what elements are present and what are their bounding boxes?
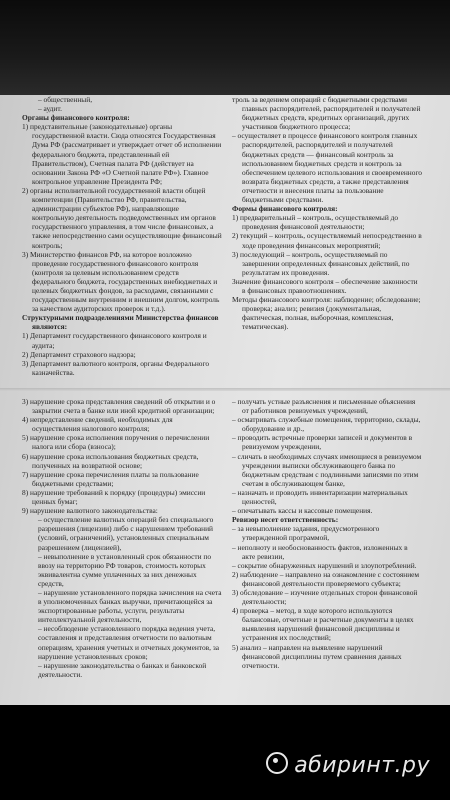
text-line: – аудит.	[38, 104, 62, 114]
paragraph: 4) непредставление сведений, необходимых для осуществления налогового контроля;	[22, 415, 173, 434]
paragraph: Ревизор несет ответственность:	[232, 515, 339, 525]
paragraph: Методы финансового контроля: наблюдение; обследование; проверка; анализ; ревизия (документальная, фактическая, полная, выборочная, комплексная, тематическая).	[232, 295, 421, 332]
paragraph: – назначать и проводить инвентаризации материальных ценностей,	[232, 487, 408, 507]
paragraph: Значение финансового контроля – обеспечение законности в финансовых правоотношениях.	[232, 276, 418, 295]
paragraph: 8) нарушение требований к порядку (процедуры) эмиссии ценных бумаг;	[22, 487, 206, 507]
text-line: – общественный,	[38, 95, 93, 104]
paragraph: 3) обследование – изучение отдельных сторон финансовой деятельности;	[232, 587, 418, 607]
paragraph: – опечатывать кассы и кассовые помещения.	[232, 506, 373, 516]
paragraph: 4) проверка – метод, в ходе которого используются балансовые, отчетные и расчетные документы в целях выявления нарушений финансовой дисциплины и устранения их последствий;	[232, 606, 414, 643]
paragraph: 3) Министерство финансов РФ, на которое возложено проведение государственного финансового контроля (контроля за целевым использованием средств федерального бюджета, государственных внебюджетных и целевых бюджетных фондов, за расходами, связанными с государственным внутренним и внешним долгом, контроль за качеством аудиторских проверок и т.д.).	[22, 249, 220, 314]
paragraph: 2) наблюдение – направлено на ознакомление с состоянием финансовой деятельности проверяемого субъекта;	[232, 569, 420, 588]
paragraph: 2) Департамент страхового надзора;	[22, 349, 136, 359]
paragraph: – получать устные разъяснения и письменные объяснения от работников ревизуемых учреждений,	[232, 397, 416, 416]
dark-background-top	[0, 0, 450, 95]
paragraph: 7) нарушение срока перечисления платы за пользование бюджетными средствами;	[22, 469, 199, 488]
paragraph: – за невыполнение задания, предусмотренного утвержденной программой,	[232, 524, 380, 543]
paragraph: – сокрытие обнаруженных нарушений и злоупотреблений.	[232, 560, 417, 570]
right-column-upper	[232, 95, 422, 331]
paragraph: 1) Департамент государственного финансового контроля и аудита;	[22, 331, 207, 350]
paragraph: 2) текущий – контроль, осуществляемый непосредственно в ходе проведения финансовых мероприятий;	[232, 231, 422, 250]
labirint-watermark	[266, 752, 430, 778]
left-column-upper	[22, 95, 222, 377]
paragraph: 6) нарушение срока использования бюджетных средств, полученных на возвратной основе;	[22, 451, 199, 470]
labirint-logo-icon	[266, 752, 288, 774]
paragraph: – невыполнение в установленный срок обязанности по ввозу на территорию РФ товаров, стоимость которых эквивалентна сумме уплаченных за них денежных средств,	[38, 551, 212, 588]
paragraph: – осуществление валютных операций без специального разрешения (лицензии) либо с нарушением требований (условий, ограничений), установленных специальным разрешением (лицензией),	[38, 515, 214, 552]
dark-background-bottom	[0, 705, 450, 800]
paragraph: – осуществляет в процессе финансового контроля главных распорядителей, распорядителей и получателей бюджетных средств — финансовый контроль за использованием бюджетных средств и контроль за обеспечением целевого использования и своевременного возврата бюджетных средств, а также представления отчетности и внесения платы за пользование бюджетными средствами.	[232, 131, 423, 205]
page-divider	[0, 388, 450, 391]
left-column-lower	[22, 397, 222, 679]
paragraph: – нарушение законодательства о банках и банковской деятельности.	[38, 660, 207, 679]
paragraph: – сличать в необходимых случаях имеющиеся в ревизуемом учреждении выписки обслуживающего банка по бюджетным средствам с подлинными записями по этим счетам в обслуживающем банке,	[232, 451, 422, 488]
paragraph: 5) нарушение срока исполнения поручения о перечислении налога или сбора (взноса);	[22, 433, 210, 452]
paragraph: 1) предварительный – контроль, осуществляемый до проведения финансовой деятельности;	[232, 213, 399, 232]
paragraph: Структурными подразделениями Министерства финансов являются:	[22, 313, 219, 332]
paragraph: 3) Департамент валютного контроля, органы Федерального казначейства.	[22, 358, 210, 377]
paragraph: 2) органы исполнительной государственной власти общей компетенции (Правительство РФ, правительства, администрации субъектов РФ), направляющие контрольную деятельность подведомственных им органов государственного управления, в том числе финансовых, а также непосредственно сами осуществляющие финансовый контроль;	[22, 185, 222, 250]
paragraph: – нарушение установленного порядка зачисления на счета в уполномоченных банках выручки, причитающейся за экспортированные работы, услуги, результаты интеллектуальной деятельности,	[38, 587, 222, 625]
paragraph: – несоблюдение установленного порядка ведения учета, составления и представления отчетности по валютным операциям, хранения учетных и отчетных документов, за нарушение установленных сроков;	[38, 624, 220, 661]
paragraph: – осматривать служебные помещения, территорию, склады, оборудование и др.,	[232, 415, 421, 434]
paragraph: 9) нарушение валютного законодательства:	[22, 506, 158, 516]
paragraph: 3) последующий – контроль, осуществляемый по завершении определенных финансовых действий, по результатам их проведения.	[232, 249, 410, 277]
watermark-text: абиринт.ру	[294, 753, 430, 778]
paragraph: 5) анализ – направлен на выявление нарушений финансовой дисциплины путем сравнения данных отчетности.	[232, 642, 402, 670]
paragraph: Формы финансового контроля:	[232, 204, 338, 214]
document-photo	[0, 95, 450, 705]
paragraph: 1) представительные (законодательные) органы государственной власти. Сюда относятся Государственная Дума РФ (рассматривает и утверждает отчет об исполнении федерального бюджета, представленный ей Правительством), Счетная палата РФ (действует на основании Закона РФ «О Счетной палате РФ»). Главное контрольное управление Президента РФ;	[22, 122, 222, 186]
paragraph: 3) нарушение срока представления сведений об открытии и о закрытии счета в банке или иной кредитной организации;	[22, 397, 216, 416]
paragraph: – неполноту и необоснованность фактов, изложенных в акте ревизии,	[232, 542, 408, 561]
paragraph: Органы финансового контроля:	[22, 113, 130, 123]
paragraph: – проводить встречные проверки записей и документов в ревизуемом учреждении,	[232, 433, 413, 452]
right-column-lower	[232, 397, 422, 670]
paragraph: троль за ведением операций с бюджетными средствами главных распорядителей, распорядителей и получателей бюджетных средств, кредитных организаций, других участников бюджетного процесса;	[232, 95, 421, 132]
